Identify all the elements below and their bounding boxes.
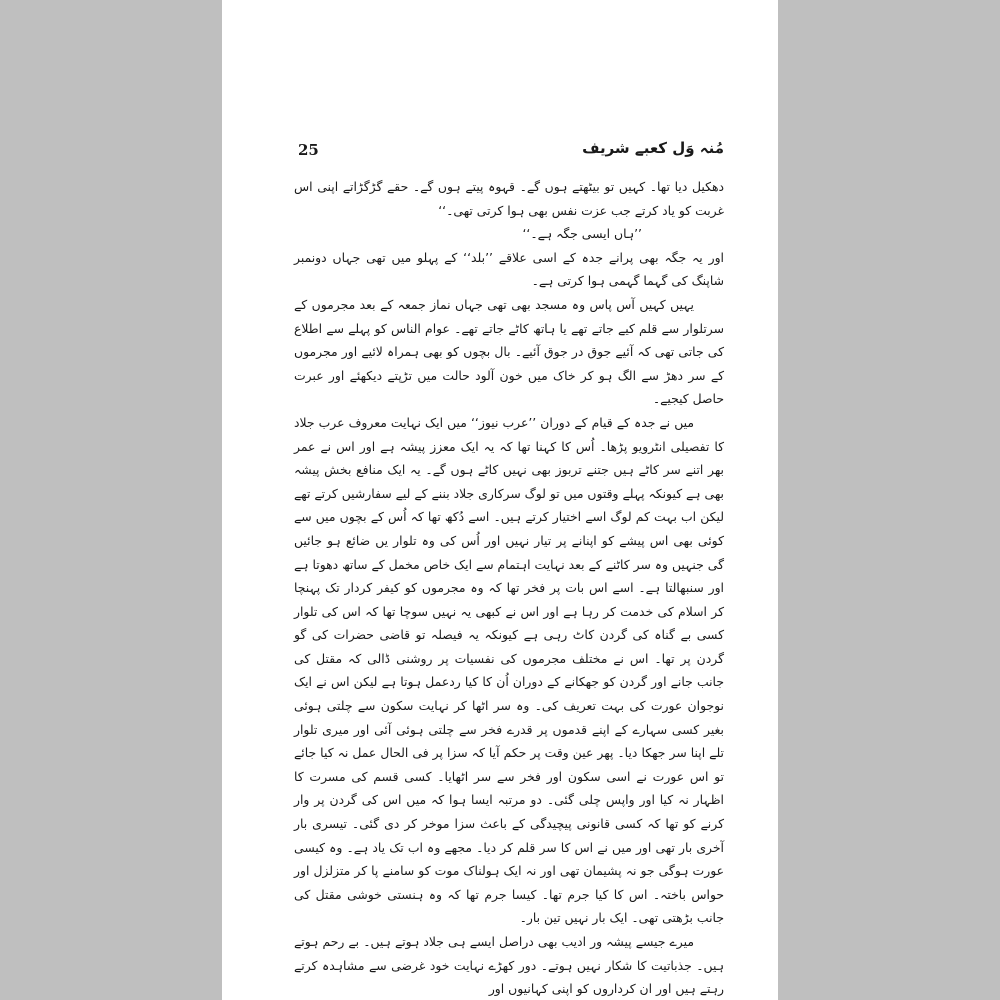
running-title: مُنہ وَل کعبے شریف: [582, 139, 724, 157]
paragraph-2: ’’ہاں ایسی جگہ ہے۔‘‘: [522, 226, 642, 242]
paragraph-6: میرے جیسے پیشہ ور ادیب بھی دراصل ایسے ہی جلاد ہوتے ہیں۔ بے رحم ہوتے ہیں۔ جذباتیت کا شکار نہیں ہوتے۔ دور کھڑے نہایت خود غرضی سے مشاہدہ کرتے رہتے ہیں اور ان کرداروں کو اپنی کہانیوں اور: [294, 934, 724, 997]
paragraph-5: میں نے جدہ کے قیام کے دوران ’’عرب نیوز‘‘ میں ایک نہایت معروف عرب جلاد کا تفصیلی انٹرویو پڑھا۔ اُس کا کہنا تھا کہ یہ ایک معزز پیشہ ہے اور اس نے عمر بھر اتنے سر کاٹے ہیں جتنے تربوز بھی نہیں کاٹے ہوں گے۔ یہ ایک منافع بخش پیشہ بھی ہے کیونکہ پہلے وقتوں میں تو لوگ سرکاری جلاد بننے کے لیے سفارشیں کرتے تھے لیکن اب بہت کم لوگ اسے اختیار کرتے ہیں۔ اسے دُکھ تھا کہ اُس کے بچوں میں سے کوئی بھی اس پیشے کو اپنانے پر تیار نہیں اور اُس کی وہ تلوار یں ضائع ہو جائیں گی جنہیں وہ سر کاٹنے کے بعد نہایت اہتمام سے ایک خاص مخمل کے ساتھ دھوتا ہے اور سنبھالتا ہے۔ اسے اس بات پر فخر تھا کہ وہ مجرموں کو کیفر کردار تک پہنچا کر اسلام کی خدمت کر رہا ہے اور اس نے کبھی یہ نہیں سوچا تھا کہ اس کی تلوار کسی بے گناہ کی گردن کاٹ رہی ہے کیونکہ یہ فیصلہ تو قاضی حضرات کی گو گردن پر تھا۔ اس نے مختلف مجرموں کی نفسیات پر روشنی ڈالی کہ مقتل کی جانب جانے اور گردن کو جھکانے کے دوران اُن کا کیا ردعمل ہوتا ہے لیکن اس نے ایک نوجوان عورت کی بہت تعریف کی۔ وہ سر اٹھا کر نہایت سکون سے چلتی ہوئی بغیر کسی سہارے کے اپنے قدموں پر قدرے فخر سے چلتی ہوئی آئی اور میری تلوار تلے اپنا سر جھکا دیا۔ پھر عین وقت پر حکم آیا کہ سزا پر فی الحال عمل نہ کیا جائے تو اس عورت نے اسی سکون اور فخر سے سر اٹھایا۔ کسی قسم کی مسرت کا اظہار نہ کیا اور واپس چلی گئی۔ دو مرتبہ ایسا ہوا کہ میں اس کی گردن پر وار کرنے کو تھا کہ کسی قانونی پیچیدگی کے باعث سزا موخر کر دی گئی۔ تیسری بار آخری بار تھی اور میں نے اس کا سر قلم کر دیا۔ مجھے وہ اب تک یاد ہے۔ وہ کیسی عورت ہوگی جو نہ پشیمان تھی اور نہ ایک ہولناک موت کو سامنے پا کر متزلزل اور حواس باختہ۔ اس کا کیا جرم تھا۔ کیسا جرم تھا کہ وہ ہنستی خوشی مقتل کی جانب بڑھتی تھی۔ ایک بار نہیں تین بار۔: [294, 414, 724, 926]
paragraph-3: اور یہ جگہ بھی پرانے جدہ کے اسی علاقے ’’بلد‘‘ کے پہلو میں تھی جہاں دونمبر شاپنگ کی گہما گہمی ہوا کرتی ہے۔: [294, 249, 724, 289]
document-page: [222, 0, 778, 1000]
paragraph-1: دھکیل دیا تھا۔ کہیں تو بیٹھتے ہوں گے۔ قہوہ پیتے ہوں گے۔ حقے گڑگڑاتے اپنی اس غربت کو یاد کرتے جب عزت نفس بھی ہوا کرتی تھی۔‘‘: [294, 179, 724, 218]
page-number: 25: [298, 141, 319, 159]
paragraph-4: یہیں کہیں آس پاس وہ مسجد بھی تھی جہاں نماز جمعہ کے بعد مجرموں کے سرتلوار سے قلم کیے جاتے تھے یا ہاتھ کاٹے جاتے تھے۔ عوام الناس کو پہلے سے اطلاع کی جاتی تھی کہ آئیے جوق در جوق آئیے۔ بال بچوں کو بھی ہمراہ لائیے اور مجرموں کے سر دھڑ سے الگ ہو کر خاک میں خون آلود حالت میں تڑپتے دیکھئے اور عبرت حاصل کیجیے۔: [294, 296, 724, 407]
page-body: [294, 175, 724, 1000]
